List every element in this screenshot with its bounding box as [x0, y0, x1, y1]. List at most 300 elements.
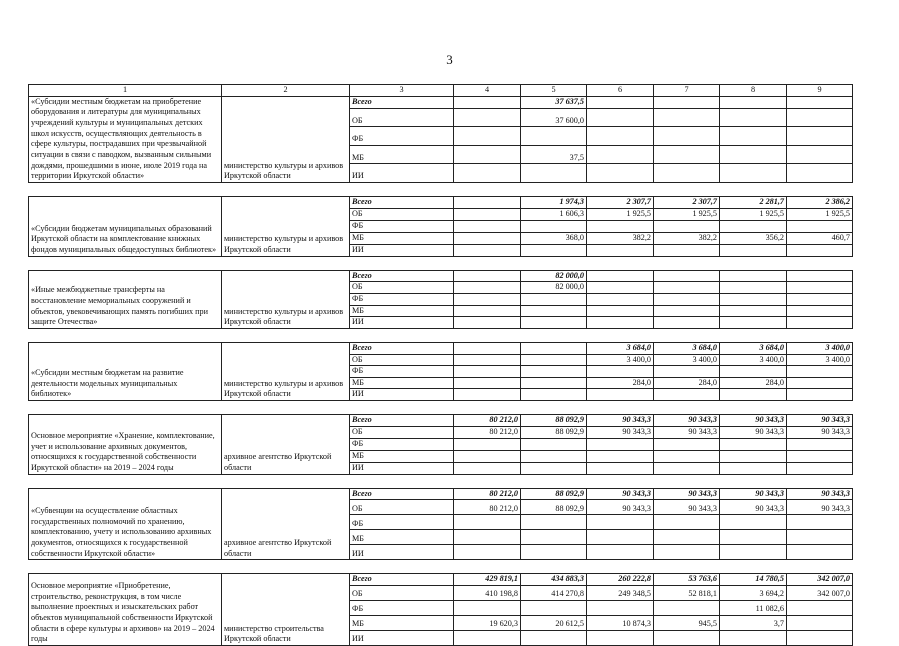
amount-cell: 249 348,5: [587, 586, 654, 601]
amount-cell: 284,0: [654, 377, 720, 389]
amount-cell: 19 620,3: [454, 616, 521, 631]
amount-cell: 90 343,3: [787, 426, 853, 438]
amount-cell: [720, 389, 787, 401]
amount-cell: [454, 232, 521, 244]
amount-cell: [587, 244, 654, 256]
amount-cell: [521, 631, 587, 646]
amount-cell: [521, 244, 587, 256]
amount-cell: [720, 631, 787, 646]
responsible-executor: министерство строительства Иркутской области: [222, 574, 350, 646]
amount-cell: [787, 305, 853, 317]
amount-cell: [454, 305, 521, 317]
amount-cell: [454, 530, 521, 545]
amount-cell: [654, 244, 720, 256]
amount-cell: [454, 545, 521, 560]
amount-cell: 410 198,8: [454, 586, 521, 601]
header-cell: 5: [521, 85, 587, 97]
program-description: «Субвенции на осуществление областных государственных полномочий по хранению, комплектованию, учету и использованию архивных документов, относящихся к государственной собственности Иркутской области»: [29, 488, 222, 560]
amount-cell: 342 007,0: [787, 574, 853, 586]
funding-source: МБ: [350, 145, 454, 164]
amount-cell: [787, 96, 853, 108]
amount-cell: [587, 389, 654, 401]
amount-cell: 3 684,0: [587, 342, 654, 354]
funding-source: ОБ: [350, 354, 454, 366]
amount-cell: 429 819,1: [454, 574, 521, 586]
amount-cell: 1 925,5: [587, 208, 654, 220]
block-spacer: [29, 328, 853, 342]
amount-cell: [654, 127, 720, 146]
funding-source: Всего: [350, 96, 454, 108]
amount-cell: [587, 601, 654, 616]
amount-cell: [654, 515, 720, 530]
amount-cell: [787, 389, 853, 401]
amount-cell: [787, 616, 853, 631]
amount-cell: [521, 317, 587, 329]
amount-cell: [587, 515, 654, 530]
amount-cell: [787, 164, 853, 183]
amount-cell: [654, 96, 720, 108]
amount-cell: [454, 293, 521, 305]
amount-cell: [587, 366, 654, 378]
amount-cell: [654, 293, 720, 305]
spacer-row: [29, 328, 853, 342]
amount-cell: [454, 631, 521, 646]
program-description: «Иные межбюджетные трансферты на восстановление мемориальных сооружений и объектов, увековечивающих память погибших при защите Отечества»: [29, 270, 222, 328]
amount-cell: [587, 164, 654, 183]
amount-cell: 52 818,1: [654, 586, 720, 601]
amount-cell: [454, 342, 521, 354]
funding-source: ОБ: [350, 586, 454, 601]
amount-cell: [787, 366, 853, 378]
spacer-row: [29, 401, 853, 415]
amount-cell: [720, 450, 787, 462]
amount-cell: 90 343,3: [787, 488, 853, 500]
amount-cell: [454, 601, 521, 616]
amount-cell: 90 343,3: [787, 500, 853, 515]
amount-cell: [787, 244, 853, 256]
amount-cell: 3 694,2: [720, 586, 787, 601]
funding-source: ОБ: [350, 500, 454, 515]
block-spacer: [29, 256, 853, 270]
amount-cell: 382,2: [587, 232, 654, 244]
amount-cell: 37,5: [521, 145, 587, 164]
amount-cell: 90 343,3: [654, 500, 720, 515]
amount-cell: [454, 354, 521, 366]
amount-cell: [454, 127, 521, 146]
amount-cell: [787, 545, 853, 560]
amount-cell: 53 763,6: [654, 574, 720, 586]
funding-source: ОБ: [350, 426, 454, 438]
block-spacer: [29, 182, 853, 196]
amount-cell: 356,2: [720, 232, 787, 244]
funding-source: ОБ: [350, 208, 454, 220]
amount-cell: [587, 450, 654, 462]
amount-cell: [454, 515, 521, 530]
program-block: [29, 196, 853, 256]
amount-cell: [521, 342, 587, 354]
amount-cell: 90 343,3: [654, 426, 720, 438]
amount-cell: 80 212,0: [454, 426, 521, 438]
spacer-cell: [29, 256, 853, 270]
amount-cell: [454, 208, 521, 220]
amount-cell: [454, 450, 521, 462]
amount-cell: [654, 366, 720, 378]
funding-source: МБ: [350, 530, 454, 545]
amount-cell: [654, 601, 720, 616]
funding-source: Всего: [350, 342, 454, 354]
amount-cell: 88 092,9: [521, 415, 587, 427]
amount-cell: [521, 127, 587, 146]
amount-cell: 90 343,3: [787, 415, 853, 427]
amount-cell: [787, 282, 853, 294]
header-cell: 8: [720, 85, 787, 97]
program-block: [29, 96, 853, 182]
amount-cell: 1 925,5: [787, 208, 853, 220]
amount-cell: [720, 244, 787, 256]
amount-cell: [587, 317, 654, 329]
funding-source: ФБ: [350, 127, 454, 146]
amount-cell: [587, 220, 654, 232]
amount-cell: [720, 145, 787, 164]
funding-source: ОБ: [350, 282, 454, 294]
amount-cell: 2 386,2: [787, 196, 853, 208]
amount-cell: [720, 515, 787, 530]
responsible-executor: архивное агентство Иркутской области: [222, 488, 350, 560]
amount-cell: [787, 317, 853, 329]
table-row: [29, 415, 853, 427]
amount-cell: [787, 270, 853, 282]
amount-cell: 88 092,9: [521, 500, 587, 515]
funding-source: ФБ: [350, 438, 454, 450]
amount-cell: [654, 438, 720, 450]
amount-cell: [654, 317, 720, 329]
spacer-cell: [29, 401, 853, 415]
program-block: [29, 270, 853, 328]
amount-cell: 88 092,9: [521, 426, 587, 438]
amount-cell: [587, 438, 654, 450]
amount-cell: 3,7: [720, 616, 787, 631]
funding-source: Всего: [350, 196, 454, 208]
funding-source: МБ: [350, 616, 454, 631]
amount-cell: [720, 317, 787, 329]
amount-cell: [587, 282, 654, 294]
amount-cell: [720, 127, 787, 146]
program-block: [29, 342, 853, 400]
amount-cell: 382,2: [654, 232, 720, 244]
amount-cell: [654, 220, 720, 232]
funding-source: Всего: [350, 270, 454, 282]
amount-cell: [787, 450, 853, 462]
amount-cell: 284,0: [720, 377, 787, 389]
amount-cell: 90 343,3: [587, 415, 654, 427]
amount-cell: [720, 366, 787, 378]
program-description: Основное мероприятие «Приобретение, строительство, реконструкция, в том числе выполнение проектных и изыскательских работ объектов муниципальной собственности Иркутской области в сфере культуры и архивов» на 2019 – 2024 годы: [29, 574, 222, 646]
amount-cell: [454, 108, 521, 127]
amount-cell: [787, 377, 853, 389]
responsible-executor: министерство культуры и архивов Иркутской области: [222, 270, 350, 328]
amount-cell: [787, 127, 853, 146]
amount-cell: 284,0: [587, 377, 654, 389]
header-cell: 2: [222, 85, 350, 97]
amount-cell: [521, 389, 587, 401]
amount-cell: [454, 96, 521, 108]
responsible-executor: архивное агентство Иркутской области: [222, 415, 350, 475]
amount-cell: [787, 530, 853, 545]
spacer-row: [29, 474, 853, 488]
funding-source: МБ: [350, 377, 454, 389]
funding-source: ИИ: [350, 631, 454, 646]
amount-cell: [787, 220, 853, 232]
amount-cell: 2 307,7: [587, 196, 654, 208]
amount-cell: 3 400,0: [720, 354, 787, 366]
amount-cell: 90 343,3: [587, 488, 654, 500]
amount-cell: 2 281,7: [720, 196, 787, 208]
table-row: [29, 574, 853, 586]
amount-cell: 90 343,3: [720, 415, 787, 427]
amount-cell: [787, 515, 853, 530]
amount-cell: 260 222,8: [587, 574, 654, 586]
program-description: «Субсидии бюджетам муниципальных образований Иркутской области на комплектование книжных фондов муниципальных общедоступных библиотек»: [29, 196, 222, 256]
amount-cell: [720, 270, 787, 282]
amount-cell: [720, 108, 787, 127]
amount-cell: [720, 530, 787, 545]
amount-cell: 90 343,3: [587, 500, 654, 515]
funding-source: ИИ: [350, 389, 454, 401]
amount-cell: [454, 164, 521, 183]
amount-cell: 3 400,0: [787, 342, 853, 354]
amount-cell: [720, 462, 787, 474]
amount-cell: [521, 601, 587, 616]
amount-cell: [787, 108, 853, 127]
amount-cell: [521, 450, 587, 462]
amount-cell: 460,7: [787, 232, 853, 244]
table-row: [29, 488, 853, 500]
program-description: «Субсидии местным бюджетам на развитие деятельности модельных муниципальных библиотек»: [29, 342, 222, 400]
amount-cell: [454, 282, 521, 294]
amount-cell: 80 212,0: [454, 488, 521, 500]
funding-source: МБ: [350, 232, 454, 244]
table-row: [29, 96, 853, 108]
amount-cell: [454, 270, 521, 282]
amount-cell: [521, 530, 587, 545]
block-spacer: [29, 560, 853, 574]
spacer-row: [29, 182, 853, 196]
funding-source: ФБ: [350, 366, 454, 378]
funding-source: ИИ: [350, 462, 454, 474]
amount-cell: 414 270,8: [521, 586, 587, 601]
program-block: [29, 488, 853, 560]
amount-cell: [521, 220, 587, 232]
program-description: «Субсидии местным бюджетам на приобретение оборудования и литературы для муниципальных учреждений культуры и муниципальных детских школ искусств, осуществляющих деятельность в сфере культуры, пострадавших при чрезвычайной ситуации в связи с паводком, вызванным сильными дождями, прошедшими в июне, июле 2019 года на территории Иркутской области»: [29, 96, 222, 182]
amount-cell: [720, 96, 787, 108]
amount-cell: [654, 462, 720, 474]
amount-cell: 11 082,6: [720, 601, 787, 616]
funding-source: МБ: [350, 450, 454, 462]
amount-cell: [521, 366, 587, 378]
amount-cell: 434 883,3: [521, 574, 587, 586]
funding-source: Всего: [350, 488, 454, 500]
amount-cell: [787, 631, 853, 646]
amount-cell: [654, 545, 720, 560]
header-cell: 4: [454, 85, 521, 97]
funding-source: Всего: [350, 574, 454, 586]
page-number: 3: [446, 52, 453, 67]
amount-cell: 37 637,5: [521, 96, 587, 108]
amount-cell: 82 000,0: [521, 282, 587, 294]
amount-cell: [587, 530, 654, 545]
spacer-cell: [29, 328, 853, 342]
block-spacer: [29, 401, 853, 415]
amount-cell: [587, 462, 654, 474]
program-block: [29, 574, 853, 646]
amount-cell: [454, 244, 521, 256]
funding-source: ОБ: [350, 108, 454, 127]
header-cell: 9: [787, 85, 853, 97]
amount-cell: 3 400,0: [587, 354, 654, 366]
amount-cell: [720, 164, 787, 183]
amount-cell: 90 343,3: [720, 500, 787, 515]
amount-cell: 1 925,5: [654, 208, 720, 220]
amount-cell: [654, 108, 720, 127]
amount-cell: [654, 270, 720, 282]
spacer-row: [29, 560, 853, 574]
amount-cell: [521, 293, 587, 305]
funding-source: ФБ: [350, 515, 454, 530]
spacer-cell: [29, 474, 853, 488]
amount-cell: 14 780,5: [720, 574, 787, 586]
amount-cell: [720, 545, 787, 560]
amount-cell: 2 307,7: [654, 196, 720, 208]
amount-cell: 90 343,3: [587, 426, 654, 438]
amount-cell: [587, 270, 654, 282]
amount-cell: [454, 220, 521, 232]
amount-cell: 37 600,0: [521, 108, 587, 127]
block-spacer: [29, 474, 853, 488]
amount-cell: [454, 389, 521, 401]
amount-cell: [521, 377, 587, 389]
program-description: Основное мероприятие «Хранение, комплектование, учет и использование архивных документов, относящихся к государственной собственности Иркутской области» на 2019 – 2024 годы: [29, 415, 222, 475]
amount-cell: [654, 282, 720, 294]
amount-cell: [521, 305, 587, 317]
amount-cell: 80 212,0: [454, 415, 521, 427]
amount-cell: 10 874,3: [587, 616, 654, 631]
amount-cell: 90 343,3: [654, 488, 720, 500]
amount-cell: [521, 354, 587, 366]
amount-cell: [654, 145, 720, 164]
amount-cell: 90 343,3: [654, 415, 720, 427]
amount-cell: 1 606,3: [521, 208, 587, 220]
amount-cell: [720, 220, 787, 232]
spacer-cell: [29, 560, 853, 574]
amount-cell: [720, 293, 787, 305]
amount-cell: [654, 389, 720, 401]
amount-cell: [720, 282, 787, 294]
amount-cell: [521, 545, 587, 560]
funding-source: ФБ: [350, 293, 454, 305]
amount-cell: [587, 96, 654, 108]
amount-cell: 90 343,3: [720, 488, 787, 500]
amount-cell: 342 007,0: [787, 586, 853, 601]
table-body: [29, 85, 853, 97]
amount-cell: [587, 293, 654, 305]
amount-cell: 82 000,0: [521, 270, 587, 282]
amount-cell: [587, 545, 654, 560]
funding-source: ИИ: [350, 317, 454, 329]
amount-cell: [654, 164, 720, 183]
amount-cell: [587, 145, 654, 164]
amount-cell: [787, 438, 853, 450]
spacer-row: [29, 256, 853, 270]
funding-source: ФБ: [350, 220, 454, 232]
amount-cell: 1 925,5: [720, 208, 787, 220]
amount-cell: 3 684,0: [654, 342, 720, 354]
amount-cell: 90 343,3: [720, 426, 787, 438]
amount-cell: 3 400,0: [654, 354, 720, 366]
spacer-cell: [29, 182, 853, 196]
amount-cell: [787, 145, 853, 164]
amount-cell: [521, 164, 587, 183]
amount-cell: 80 212,0: [454, 500, 521, 515]
budget-table: [28, 84, 853, 646]
responsible-executor: министерство культуры и архивов Иркутской области: [222, 196, 350, 256]
funding-source: МБ: [350, 305, 454, 317]
amount-cell: [454, 366, 521, 378]
amount-cell: [454, 317, 521, 329]
header-cell: 3: [350, 85, 454, 97]
funding-source: ФБ: [350, 601, 454, 616]
amount-cell: [787, 293, 853, 305]
amount-cell: [454, 462, 521, 474]
amount-cell: [454, 377, 521, 389]
amount-cell: 88 092,9: [521, 488, 587, 500]
header-cell: 7: [654, 85, 720, 97]
funding-source: ИИ: [350, 164, 454, 183]
table-row: [29, 342, 853, 354]
table-row: [29, 196, 853, 208]
amount-cell: [587, 127, 654, 146]
amount-cell: [521, 462, 587, 474]
table-row: [29, 270, 853, 282]
amount-cell: 368,0: [521, 232, 587, 244]
header-cell: 1: [29, 85, 222, 97]
amount-cell: [587, 305, 654, 317]
amount-cell: 3 400,0: [787, 354, 853, 366]
amount-cell: 20 612,5: [521, 616, 587, 631]
amount-cell: [787, 601, 853, 616]
amount-cell: [654, 530, 720, 545]
amount-cell: [454, 145, 521, 164]
amount-cell: [720, 438, 787, 450]
header-cell: 6: [587, 85, 654, 97]
responsible-executor: министерство культуры и архивов Иркутской области: [222, 96, 350, 182]
amount-cell: 3 684,0: [720, 342, 787, 354]
header-row: [29, 85, 853, 97]
program-block: [29, 415, 853, 475]
responsible-executor: министерство культуры и архивов Иркутской области: [222, 342, 350, 400]
amount-cell: [654, 631, 720, 646]
amount-cell: [787, 462, 853, 474]
amount-cell: [654, 305, 720, 317]
amount-cell: [654, 450, 720, 462]
funding-source: Всего: [350, 415, 454, 427]
amount-cell: [587, 108, 654, 127]
amount-cell: 1 974,3: [521, 196, 587, 208]
amount-cell: [454, 196, 521, 208]
amount-cell: [521, 438, 587, 450]
funding-source: ИИ: [350, 545, 454, 560]
amount-cell: [587, 631, 654, 646]
amount-cell: [454, 438, 521, 450]
